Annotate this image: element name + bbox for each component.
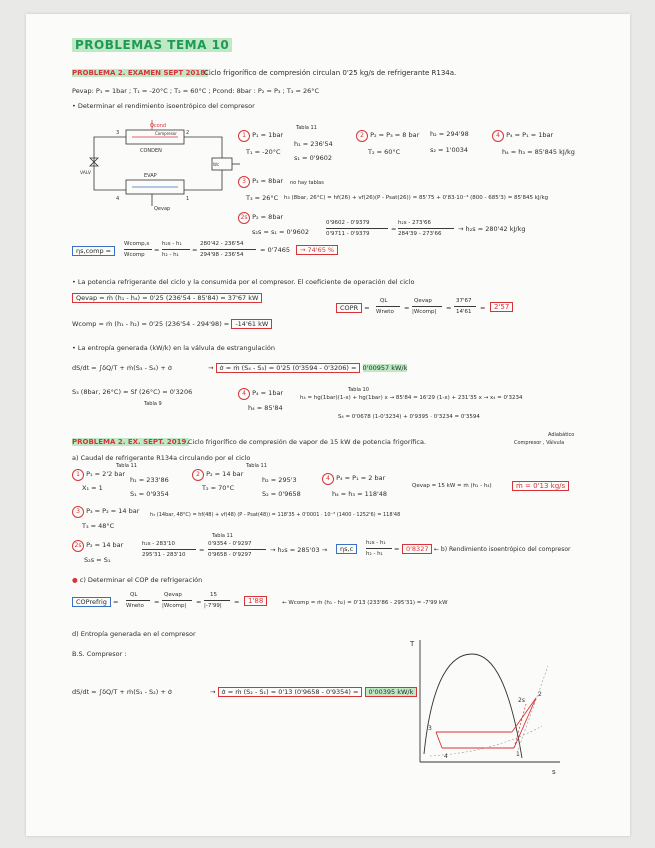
ts-point-1: 1	[516, 751, 520, 758]
p1-interp-2-den: 284'39 - 273'66	[398, 231, 442, 237]
p1-qevap-eq: Qevap = ṁ (h₁ - h₄) = 0'25 (236'54 - 85'84) = 37'67 kW	[72, 294, 262, 302]
ts-point-2s: 2s	[518, 697, 525, 704]
p1-state-1: 1 P₁ = 1bar	[238, 130, 283, 142]
p2-mass-flow-result: ṁ = 0'13 kg/s	[512, 482, 569, 490]
problem-2-statement: Ciclo frigorífico de compresión de vapor de 15 kW de potencia frigorífica.	[188, 438, 427, 446]
p1-state-3-enthalpy-eq: h₃ (8bar, 26°C) = hf(26) + vf(26)(P - Psat(26)) = 85'75 + 0'83·10⁻³ (800 - 685'3) = 85'845 kJ/kg	[284, 195, 549, 201]
p1-state-2-h: h₂ = 294'98	[430, 130, 469, 138]
p2-wcomp-eq: ← Wcomp = ṁ (h₁ - h₂) = 0'13 (233'86 - 295'31) = -7'99 kW	[282, 600, 448, 606]
p2-bs-label: B.S. Compresor :	[72, 650, 127, 658]
p1-table-9: Tabla 9	[144, 401, 162, 407]
diagram-node-4: 4	[116, 196, 120, 202]
p1-state-1-h: h₁ = 236'54	[294, 140, 333, 148]
diagram-node-2: 2	[186, 130, 190, 136]
p2-eta-note: ← b) Rendimiento isoentrópico del compresor	[434, 546, 571, 553]
p2-state-2: 2 P₂ = 14 bar	[192, 469, 243, 481]
p2-state-4: 4 P₄ = P₁ = 2 bar	[322, 473, 385, 485]
p1-state-3-note: no hay tablas	[290, 180, 324, 186]
problem-1-question-c: • La entropía generada (kW/k) en la válvula de estrangulación	[72, 344, 275, 352]
p1-state-2s: 2s P₂ = 8bar	[238, 212, 283, 224]
p1-state-3-temp: T₃ = 26°C	[246, 194, 279, 202]
diagram-valve-label: VALV	[80, 171, 91, 176]
p2-state-3-enthalpy-eq: h₃ (14bar, 48°C) = hf(48) + vf(48) (P - Psat(48)) = 118'35 + 0'0001 · 10⁻³ (1400 - 1252'6) = 118'48	[150, 512, 401, 518]
page-title: PROBLEMAS TEMA 10	[72, 38, 232, 52]
p1-entropy-balance: dS/dt = ∫δQ/T + ṁ(S₃ - S₄) + σ̇	[72, 364, 172, 372]
problem-2-question-c: ● c) Determinar el COP de refrigeración	[72, 576, 203, 584]
diagram-work-label: Wc	[213, 162, 220, 167]
problem-1-question-b: • La potencia refrigerante del ciclo y la consumida por el compresor. El coeficiente de operación del ciclo	[72, 278, 415, 286]
diagram-condenser-label: CONDEN	[140, 148, 162, 154]
p1-h2s-result: → h₂s = 280'42 kJ/kg	[458, 225, 526, 233]
ts-point-3: 3	[428, 725, 432, 732]
problem-2-heading: PROBLEMA 2. EX. SEPT. 2019.	[72, 438, 190, 446]
p1-eta-label: ηs,comp =	[72, 246, 115, 256]
p1-quality-eq: h₄ = hg(1bar)(1-x) + hg(1bar) x → 85'84 = 16'29 (1-x) + 231'35 x → x₄ = 0'3234	[300, 395, 523, 401]
p1-state-3: 3 P₃ = 8bar	[238, 176, 283, 188]
p2-state-2s: 2s P₂ = 14 bar	[72, 540, 123, 552]
p1-interp-1-num: 0'9602 - 0'9379	[326, 220, 370, 226]
problem-2-question-a: a) Caudal de refrigerante R134a circulando por el ciclo	[72, 454, 251, 462]
p2-cop-label: COPrefrig =	[72, 598, 118, 606]
p1-state-2-s: s₂ = 1'0034	[430, 146, 469, 154]
p2-entropy-balance: dS/dt = ∫δQ/T + ṁ(S₁ - S₂) + σ̇	[72, 688, 172, 696]
p1-interp-1-den: 0'9711 - 0'9379	[326, 231, 370, 237]
diagram-evaporator-label: EVAP	[144, 173, 157, 179]
ts-axis-t: T	[410, 640, 415, 648]
notebook-page: PROBLEMAS TEMA 10 PROBLEMA 2. EXAMEN SEPT 2018. Ciclo frigorífico de compresión circulan 0'25 kg/s de refrigerante R134a. Pevap: P₁ = 1bar ; T₁ = -20°C ; T₂ = 60°C ; Pcond: 8bar : P₂ = P₃ ; T₃ = 26°C • Determinar el rendimiento isoentrópico del compresor Qcond Compresor CONDEN EVAP VALV Wc Qevap 2 3 4 1 1 P₁ = 1bar Tabla 11 T₁ = -20°C h₁ = 236'54 s₁ = 0'9602 2 P₂ = P₃ = 8 bar T₂ = 60°C h₂ = 294'98 s₂ = 1'0034 4 P₄ = P₁ = 1bar h₄ = h₃ = 85'845 kJ/kg 3 P₃ = 8bar no hay tablas T₃ = 26°C h₃ (8bar, 26°C) = hf(26) + vf(26)(P - Psat(26)) = 85'75 + 0'83·10⁻³ (800 - 685'3) = 85'845 kJ/kg 2s P₂ = 8bar s₂s = s₁ = 0'9602 0'9602 - 0'9379 0'9711 - 0'9379 = h₂s - 273'66 284'39 - 273'66 → h₂s = 280'42 kJ/kg ηs,comp = Wcomp,s Wcomp = h₂s - h₁ h₂ - h₁ = 280'42 - 236'54 294'98 - 236'54 = 0'7465 → 74'65 % • La potencia refrigerante del ciclo y la consumida por el compresor. El coeficiente de operación del ciclo Qevap = ṁ (h₁ - h₄) = 0'25 (236'54 - 85'84) = 37'67 kW Wcomp = ṁ (h₁ - h₂) = 0'25 (236'54 - 294'98) = -14'61 kW COPR = QL Wneto = Qevap |Wcomp| = 37'67 14'61 = 2'57 • La entropía generada (kW/k) en la válvula de estrangulación dS/dt = ∫δQ/T + ṁ(S₃ - S₄) + σ̇ → σ̇ = ṁ (S₄ - S₃) = 0'25 (0'3594 - 0'3206) = 0'00957 kW/k S₃ (8bar, 26°C) ≈ Sf (26°C) = 0'3206 Tabla 9 4 P₄ = 1bar h₄ = 85'84 Tabla 10 h₄ = hg(1bar)(1-x) + hg(1bar) x → 85'84 = 16'29 (1-x) + 231'35 x → x₄ = 0'3234 S₄ = 0'0678 (1-0'3234) + 0'9395 · 0'3234 = 0'3594 PROBLEMA 2. EX. SEPT. 2019. Ciclo frigorífico de compresión de vapor de 15 kW de potencia frigorífica. Adiabático Compresor , Válvula a) Caudal de refrigerante R134a circulando por el ciclo 1 P₁ = 2'2 bar Tabla 11 X₁ = 1 h₁ = 233'86 S₁ = 0'9354 2 P₂ = 14 bar Tabla 11 T₂ = 70°C h₂ = 295'3 S₂ = 0'9658 4 P₄ = P₁ = 2 bar h₄ = h₃ = 118'48 Qevap = 15 kW = ṁ (h₁ - h₄) ṁ = 0'13 kg/s 3 P₃ = P₂ = 14 bar T₃ = 48°C h₃ (14bar, 48°C) = hf(48) + vf(48) (P - Psat(48)) = 118'35 + 0'0001 · 10⁻³ (1400 - 1252'6) = 118'48 2s P₂ = 14 bar S₂s = S₁ Tabla 11 h₂s - 283'10 295'31 - 283'10 = 0'9354 - 0'9297 0'9658 - 0'9297 → h₂s = 285'03 → ηs,c h₂s - h₁ h₂ - h₁ = 0'8327 ← b) Rendimiento isoentrópico del compresor ● c) Determinar el COP de refrigeración COPrefrig = QL Wneto = Qevap |Wcomp| = 15 |-7'99| = 1'88 ← Wcomp = ṁ (h₁ - h₂) = 0'13 (233'86 - 295'31) = -7'99 kW d) Entropía generada en el compresor B.S. Compresor : dS/dt = ∫δQ/T + ṁ(S₁ - S₂) + σ̇ → σ̇ = ṁ (S₂ - S₁) = 0'13 (0'9658 - 0'9354) = 0'00395 kW/k T s 3 4 1 2 2s	[26, 14, 630, 836]
diagram-compressor-label: Compresor	[155, 131, 177, 136]
diagram-qevap-label: Qevap	[154, 206, 171, 212]
problem-1-given: Pevap: P₁ = 1bar ; T₁ = -20°C ; T₂ = 60°C ; Pcond: 8bar : P₂ = P₃ ; T₃ = 26°C	[72, 87, 320, 95]
p1-s4-eq: S₄ = 0'0678 (1-0'3234) + 0'9395 · 0'3234 = 0'3594	[338, 414, 480, 420]
p1-eta-result: = 0'7465	[260, 246, 290, 254]
p1-wcomp-eq: Wcomp = ṁ (h₁ - h₂) = 0'25 (236'54 - 294'98) = -14'61 kW	[72, 320, 272, 328]
p1-state-4: 4 P₄ = P₁ = 1bar	[492, 130, 553, 142]
problem-2-question-d: d) Entropía generada en el compresor	[72, 630, 196, 638]
refrigeration-cycle-diagram	[82, 118, 242, 214]
p1-state-2-temp: T₂ = 60°C	[368, 148, 401, 156]
ts-axis-s: s	[552, 768, 556, 776]
p1-cop-label: COPR =	[336, 304, 370, 312]
p1-sigma-eq: → σ̇ = ṁ (S₄ - S₃) = 0'25 (0'3594 - 0'3206) = 0'00957 kW/k	[208, 364, 408, 372]
p1-state-4-h: h₄ = h₃ = 85'845 kJ/kg	[502, 148, 575, 156]
p1-state-1-temp: T₁ = -20°C	[246, 148, 281, 156]
p1-interp-2-num: h₂s - 273'66	[398, 220, 432, 226]
p2-qevap-eq: Qevap = 15 kW = ṁ (h₁ - h₄)	[412, 483, 492, 489]
problem-1-heading: PROBLEMA 2. EXAMEN SEPT 2018.	[72, 69, 208, 77]
ts-point-2: 2	[538, 691, 542, 698]
p1-cop-result: 2'57	[490, 303, 513, 311]
p2-cop-result: 1'88	[244, 597, 267, 605]
p1-state-1-table: Tabla 11	[296, 125, 317, 131]
p1-state-2s-entropy: s₂s = s₁ = 0'9602	[252, 228, 309, 236]
p2-state-1: 1 P₁ = 2'2 bar	[72, 469, 125, 481]
p1-state-2: 2 P₂ = P₃ = 8 bar	[356, 130, 419, 142]
ts-diagram	[402, 636, 562, 786]
p2-state-3: 3 P₃ = P₂ = 14 bar	[72, 506, 139, 518]
problem-1-statement: Ciclo frigorífico de compresión circulan 0'25 kg/s de refrigerante R134a.	[204, 69, 457, 77]
p1-state-4b-h: h₄ = 85'84	[248, 404, 283, 412]
p2-eta-result: 0'8327	[402, 545, 432, 553]
ts-point-4: 4	[444, 753, 448, 760]
p1-eta-percent: → 74'65 %	[296, 246, 338, 254]
diagram-node-3: 3	[116, 130, 120, 136]
diagram-qcond-label: Qcond	[150, 123, 167, 129]
problem-1-question-a: • Determinar el rendimiento isoentrópico del compresor	[72, 102, 255, 110]
p1-state-1-s: s₁ = 0'9602	[294, 154, 333, 162]
diagram-node-1: 1	[186, 196, 190, 202]
p2-sigma-eq: → σ̇ = ṁ (S₂ - S₁) = 0'13 (0'9658 - 0'9354) = 0'00395 kW/k	[210, 688, 417, 696]
p1-s3-line: S₃ (8bar, 26°C) ≈ Sf (26°C) = 0'3206	[72, 388, 193, 396]
p1-state-4b: 4 P₄ = 1bar	[238, 388, 283, 400]
